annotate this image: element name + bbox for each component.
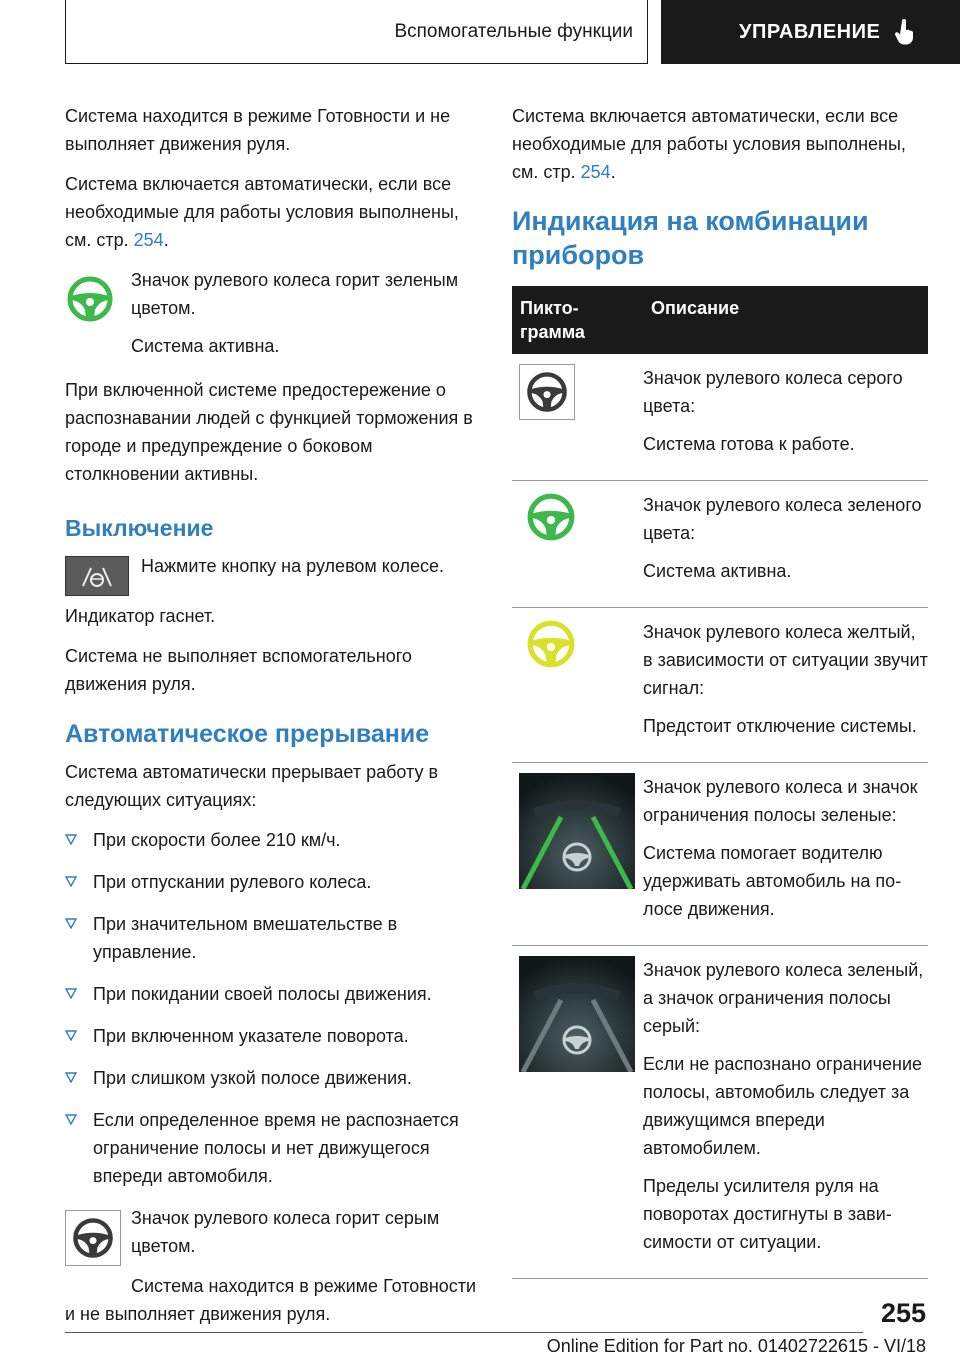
- page-number: 255: [880, 1298, 926, 1328]
- right-paragraph-1: Система включается автоматически, если все необходимые для работы условия выполнены, см. стр. 254.: [512, 106, 906, 182]
- pointing-hand-icon: [894, 19, 916, 45]
- lane-grey-icon: [519, 956, 635, 1072]
- triangle-bullet-icon: [65, 875, 77, 887]
- row-text: Значок рулевого колеса серого цвета:: [643, 368, 903, 416]
- list-item: При включенном указателе поворота.: [65, 1022, 483, 1050]
- footer-edition: Online Edition for Part no. 01402722615 - VI/18: [546, 1336, 926, 1356]
- row-text: Значок рулевого колеса зеленый, а значок ограничения полосы серый:: [643, 960, 924, 1036]
- row-text: Значок рулевого колеса и значок ограничения полосы зеленые:: [643, 777, 918, 825]
- grey-wheel-note: [65, 1204, 483, 1270]
- row-text: Если не распознано ограничение полосы, автомобиль следует за движущимся впереди автомобилем.: [643, 1054, 923, 1158]
- row-text: Пределы усилителя руля на поворотах достигнуты в зависимости от ситуации.: [643, 1176, 892, 1252]
- left-paragraph-2: Система включается автоматически, если все необходимые для работы условия выполнены, см. стр. 254.: [65, 174, 459, 250]
- column-header-pictogram: Пиктограмма: [512, 286, 643, 354]
- left-paragraph-1: Система находится в режиме Готовности и не выполняет движения руля.: [65, 106, 451, 154]
- table-row: [512, 481, 928, 608]
- list-item: При значительном вмешательстве в управление.: [65, 910, 483, 966]
- table-row: [512, 608, 928, 763]
- steering-wheel-grey-icon: [71, 1216, 115, 1260]
- auto-stop-list: [65, 826, 483, 1190]
- left-paragraph-5: Система не выполняет вспомогательного движения руля.: [65, 646, 412, 694]
- steering-assist-button-icon: [65, 556, 129, 596]
- list-item: При скорости более 210 км/ч.: [65, 826, 483, 854]
- left-column: [65, 102, 483, 1340]
- footer-divider: [65, 1332, 863, 1333]
- list-item: При слишком узкой полосе движения.: [65, 1064, 483, 1092]
- heading-off: Выключение: [65, 515, 214, 541]
- steering-wheel-grey-frame: [65, 1210, 121, 1266]
- header-chapter: [661, 0, 960, 64]
- right-column: [512, 102, 928, 1279]
- column-header-description: Описание: [643, 286, 928, 354]
- steering-wheel-grey-icon: [525, 370, 569, 414]
- list-item: При покидании своей полосы движения.: [65, 980, 483, 1008]
- row-text: Значок рулевого колеса зеленого цвета:: [643, 495, 922, 543]
- row-text: Система помогает водителю удерживать автомобиль на полосе движения.: [643, 843, 902, 919]
- steering-wheel-green-icon: [65, 274, 115, 324]
- lane-green-icon: [519, 773, 635, 889]
- triangle-bullet-icon: [65, 1113, 77, 1125]
- row-text: Система активна.: [643, 561, 792, 581]
- off-button-text: Нажмите кнопку на рулевом колесе.: [141, 556, 445, 576]
- table-row: [512, 763, 928, 946]
- table-row: [512, 946, 928, 1279]
- table-header-row: [512, 286, 928, 354]
- header-section: [65, 0, 648, 64]
- pictogram-table: [512, 286, 928, 1279]
- list-item: При отпускании рулевого колеса.: [65, 868, 483, 896]
- heading-auto-stop: Автоматическое прерывание: [65, 720, 430, 748]
- triangle-bullet-icon: [65, 987, 77, 999]
- left-paragraph-6: Система автоматически прерывает работу в следующих ситуациях:: [65, 762, 439, 810]
- grey-wheel-text-2: Система находится в режиме Готовности и не выполняет движения руля.: [65, 1276, 477, 1324]
- header-chapter-title: УПРАВЛЕНИЕ: [739, 20, 881, 43]
- table-row: [512, 354, 928, 481]
- row-text: Система готова к работе.: [643, 434, 855, 454]
- page-link[interactable]: 254: [580, 162, 611, 182]
- green-wheel-text-2: Система активна.: [131, 336, 280, 356]
- green-wheel-note: [65, 266, 483, 370]
- heading-indication: Индикация на комбинации приборов: [512, 206, 869, 270]
- left-paragraph-3: При включенной системе предостережение о распознавании людей с функцией торможения в городе и предупреждение о боковом столкновении активны.: [65, 380, 473, 484]
- row-text: Значок рулевого колеса желтый, в зависимости от ситуации звучит сигнал:: [643, 622, 928, 698]
- triangle-bullet-icon: [65, 917, 77, 929]
- steering-wheel-yellow-icon: [525, 618, 577, 670]
- list-item: Если определенное время не распознается ограничение полосы и нет движущегося впереди автомобиля.: [65, 1106, 483, 1190]
- triangle-bullet-icon: [65, 1029, 77, 1041]
- triangle-bullet-icon: [65, 833, 77, 845]
- left-paragraph-4: Индикатор гаснет.: [65, 606, 216, 626]
- steering-wheel-green-icon: [525, 491, 577, 543]
- header-section-title: Вспомогательные функции: [394, 20, 633, 42]
- green-wheel-text-1: Значок рулевого колеса горит зеленым цветом.: [131, 270, 459, 318]
- triangle-bullet-icon: [65, 1071, 77, 1083]
- row-text: Предстоит отключение системы.: [643, 716, 917, 736]
- off-button-note: [65, 552, 483, 596]
- page-link[interactable]: 254: [133, 230, 164, 250]
- grey-wheel-text-1: Значок рулевого колеса горит серым цветом.: [131, 1208, 440, 1256]
